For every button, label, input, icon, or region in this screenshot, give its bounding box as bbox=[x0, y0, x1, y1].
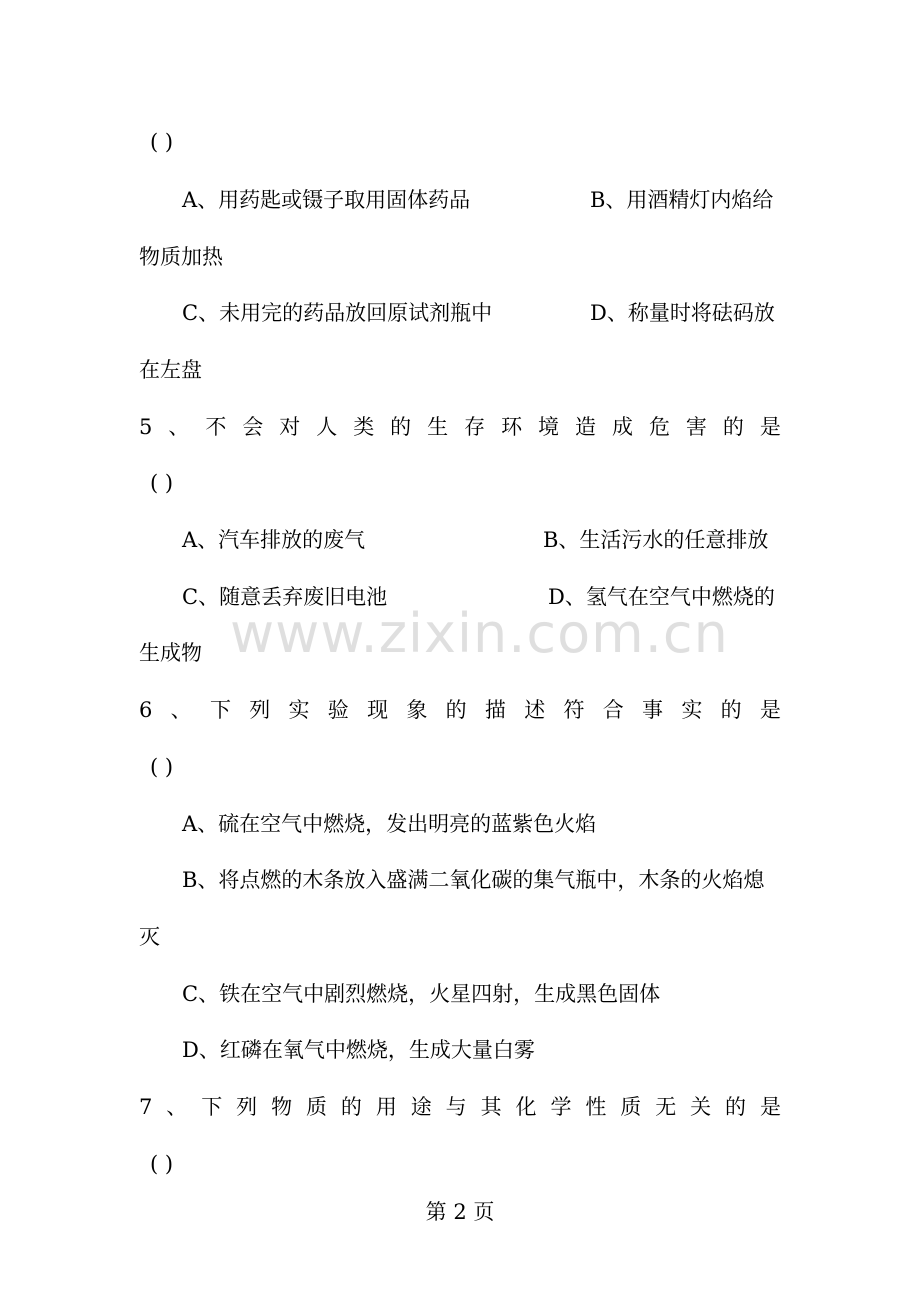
q6-stem: 6 、 下 列 实 验 现 象 的 描 述 符 合 事 实 的 是 bbox=[139, 698, 781, 722]
q4-option-a: A、用药匙或镊子取用固体药品 bbox=[182, 188, 471, 212]
q5-option-a: A、汽车排放的废气 bbox=[182, 528, 366, 552]
q5-option-c: C、随意丢弃废旧电池 bbox=[182, 585, 388, 609]
q4-option-d: D、称量时将砝码放 bbox=[590, 301, 775, 325]
q5-stem: 5 、 不 会 对 人 类 的 生 存 环 境 造 成 危 害 的 是 bbox=[139, 415, 781, 439]
q4-option-b-continued: 物质加热 bbox=[139, 245, 223, 269]
q4-option-d-continued: 在左盘 bbox=[139, 358, 202, 382]
q5-answer-paren: ( ) bbox=[150, 471, 174, 495]
q6-option-c: C、铁在空气中剧烈燃烧，火星四射，生成黑色固体 bbox=[182, 982, 661, 1006]
q4-option-c: C、未用完的药品放回原试剂瓶中 bbox=[182, 301, 493, 325]
q6-option-b-continued: 灭 bbox=[139, 925, 160, 949]
watermark: www.zixin.com.cn bbox=[230, 602, 729, 665]
page-number: 第 2 页 bbox=[425, 1200, 495, 1224]
q6-option-d: D、红磷在氧气中燃烧，生成大量白雾 bbox=[182, 1038, 535, 1062]
q6-answer-paren: ( ) bbox=[150, 755, 174, 779]
q4-option-b: B、用酒精灯内焰给 bbox=[590, 188, 774, 212]
q5-option-b: B、生活污水的任意排放 bbox=[543, 528, 769, 552]
q5-option-d-continued: 生成物 bbox=[139, 641, 202, 665]
q5-option-d: D、氢气在空气中燃烧的 bbox=[548, 585, 775, 609]
q6-option-a: A、硫在空气中燃烧，发出明亮的蓝紫色火焰 bbox=[182, 812, 597, 836]
q7-stem: 7 、 下 列 物 质 的 用 途 与 其 化 学 性 质 无 关 的 是 bbox=[139, 1095, 781, 1119]
q4-answer-paren: ( ) bbox=[150, 130, 174, 154]
q7-answer-paren: ( ) bbox=[150, 1152, 174, 1176]
q6-option-b: B、将点燃的木条放入盛满二氧化碳的集气瓶中，木条的火焰熄 bbox=[182, 868, 765, 892]
